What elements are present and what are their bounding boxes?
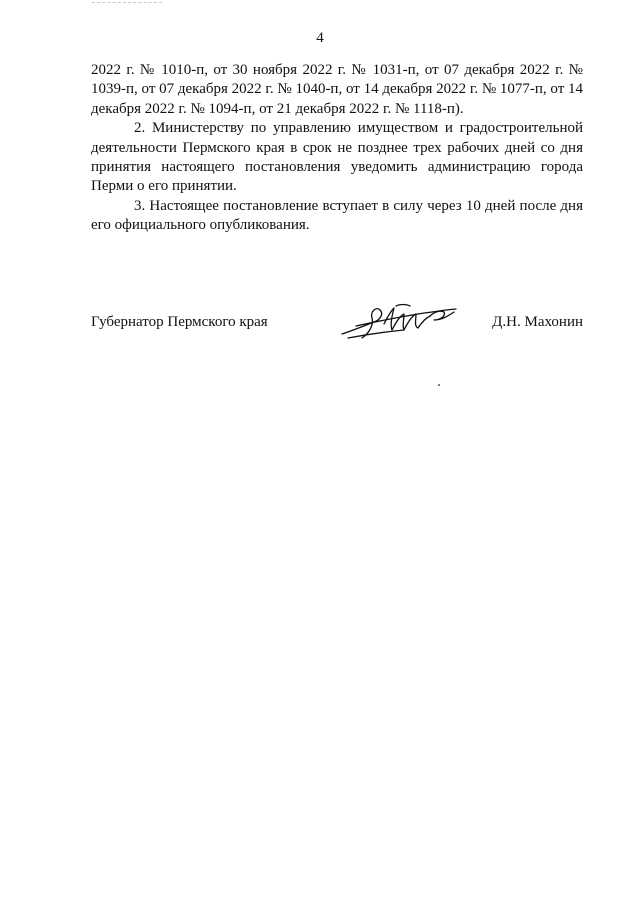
signatory-name: Д.Н. Махонин [492,314,583,330]
handwritten-signature [334,300,464,344]
paragraph-item-3: 3. Настоящее постановление вступает в силу через 10 дней после дня его официального опубликования. [91,197,583,234]
page-number: 4 [316,30,324,46]
scan-speck [438,384,440,386]
scan-artifact [92,2,162,6]
signature-block [91,310,583,350]
signatory-title: Губернатор Пермского края [91,314,268,330]
document-body [91,61,583,236]
paragraph-continuation: 2022 г. № 1010-п, от 30 ноября 2022 г. № 1031-п, от 07 декабря 2022 г. № 1039-п, от 07 декабря 2022 г. № 1040-п, от 14 декабря 2022 г. № 1077-п, от 14 декабря 2022 г. № 1094-п, от 21 декабря 2022 г. № 1118-п). [91,62,584,117]
paragraph-item-2: 2. Министерству по управлению имуществом и градостроительной деятельности Пермского края в срок не позднее трех рабочих дней со дня принятия настоящего постановления уведомить администрацию города Перми о его принятии. [91,120,583,195]
